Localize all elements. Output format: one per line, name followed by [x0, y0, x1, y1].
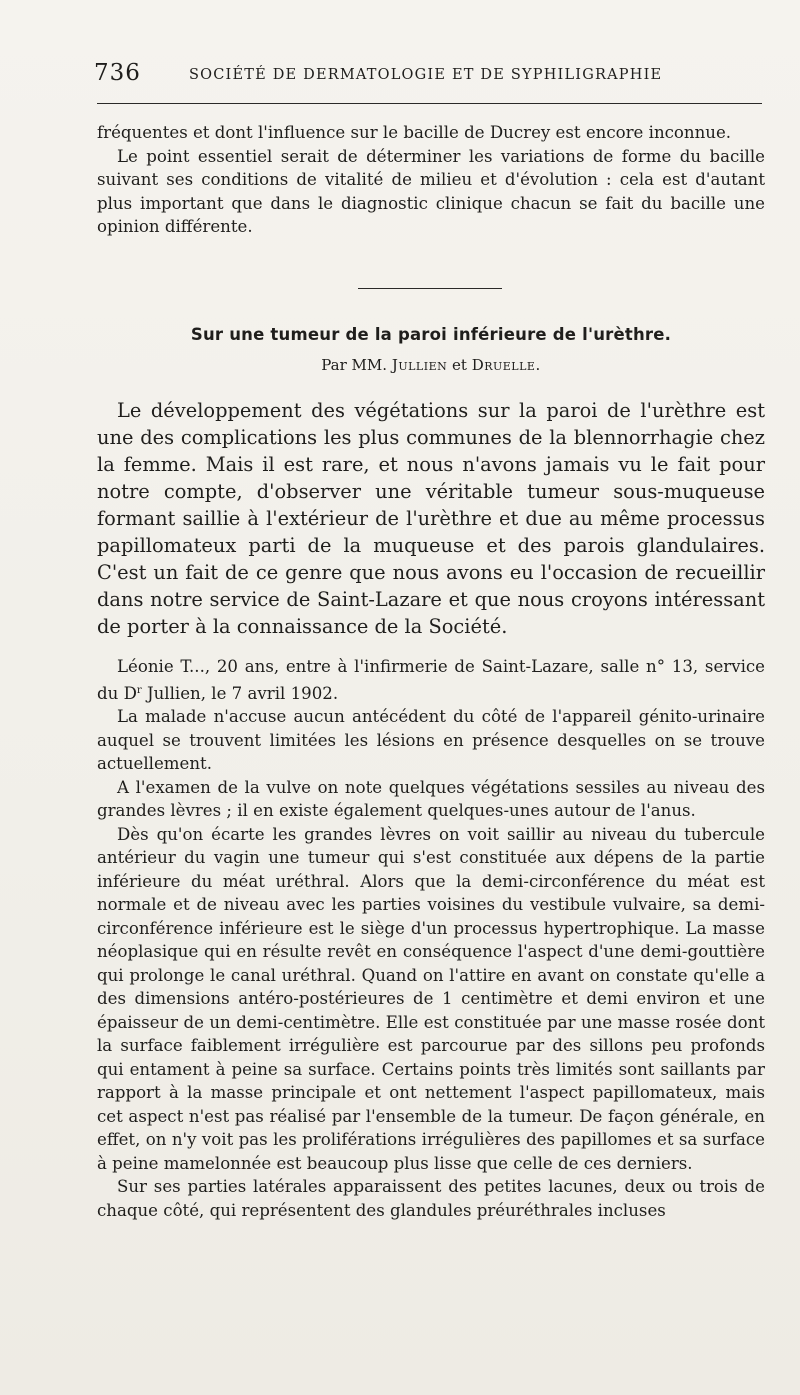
case-paragraph-1: La malade n'accuse aucun antécédent du côté de l'appareil génito-urinaire auquel se trouvent limitées les lésions en présence desquelles on se trouve actuellement. — [97, 707, 765, 773]
article-introduction — [97, 397, 765, 640]
page-number: 736 — [94, 60, 141, 86]
case-opening-text: Léonie T..., 20 ans, entre à l'infirmerie de Saint-Lazare, salle n° 13, service du D — [97, 657, 765, 703]
author-druelle: Druelle. — [471, 356, 541, 374]
case-paragraph-3: Dès qu'on écarte les grandes lèvres on voit saillir au niveau du tubercule antérieur du vagin une tumeur qui s'est constituée aux dépens de la partie inférieure du méat uréthral. Alors que la demi-circonférence du méat est normale et de niveau avec les parties voisines du vestibule vulvaire, sa demi-circonférence inférieure est le siège d'un processus hypertrophique. La masse néoplasique qui en résulte revêt en conséquence l'aspect d'une demi-gouttière qui prolonge le canal uréthral. Quand on l'attire en avant on constate qu'elle a des dimensions antéro-postérieures de 1 centimètre et demi environ et une épaisseur de un demi-centimètre. Elle est constituée par une masse rosée dont la surface faiblement irrégulière est parcourue par des sillons peu profonds qui entament à peine sa surface. Certains points très limités sont saillants par rapport à la masse principale et ont nettement l'aspect papillomateux, mais cet aspect n'est pas réalisé par l'ensemble de la tumeur. De façon générale, en effet, on n'y voit pas les proliférations irrégulières des papillomes et sa surface à peine mamelonnée est beaucoup plus lisse que celle de ces derniers. — [97, 824, 765, 1173]
case-opening-paragraph — [97, 655, 765, 705]
previous-paragraph-1: fréquentes et dont l'influence sur le bacille de Ducrey est encore inconnue. — [97, 123, 732, 142]
running-head — [94, 60, 766, 90]
previous-paragraph-2: Le point essentiel serait de déterminer les variations de forme du bacille suivant ses conditions de vitalité de milieu et d'évolution : cela est d'autant plus important que dans le diagnostic clinique chacun se fait du bacille une opinion différente. — [97, 146, 765, 236]
authors-conjunction: et — [452, 356, 467, 374]
authors-prefix: Par MM. — [321, 356, 388, 374]
article-authors — [97, 356, 765, 374]
article-title: Sur une tumeur de la paroi inférieure de l'urèthre. — [190, 325, 672, 344]
doctor-superscript: r — [136, 684, 142, 696]
case-paragraph-4: Sur ses parties latérales apparaissent des petites lacunes, deux ou trois de chaque côté, qui représentent des glandules préuréthrales incluses — [97, 1177, 765, 1220]
intro-paragraph: Le développement des végétations sur la paroi de l'urèthre est une des complications les plus communes de la blennorrhagie chez la femme. Mais il est rare, et nous n'avons jamais vu le fait pour notre compte, d'observer une véritable tumeur sous-muqueuse formant saillie à l'extérieur de l'urèthre et due au même processus papillomateux parti de la muqueuse et des parois glandulaires. C'est un fait de ce genre que nous avons eu l'occasion de recueillir dans notre service de Saint-Lazare et que nous croyons intéressant de porter à la connaissance de la Société. — [97, 399, 765, 638]
case-paragraph-2: A l'examen de la vulve on note quelques végétations sessiles au niveau des grandes lèvres ; il en existe également quelques-unes autour de l'anus. — [97, 777, 765, 820]
author-jullien: Jullien — [391, 356, 448, 374]
section-divider — [358, 288, 502, 289]
case-report — [97, 655, 765, 1222]
running-title: SOCIÉTÉ DE DERMATOLOGIE ET DE SYPHILIGRAPHIE — [189, 67, 663, 83]
previous-section — [97, 121, 765, 239]
header-rule — [97, 103, 762, 104]
case-opening-end: Jullien, le 7 avril 1902. — [141, 683, 339, 703]
